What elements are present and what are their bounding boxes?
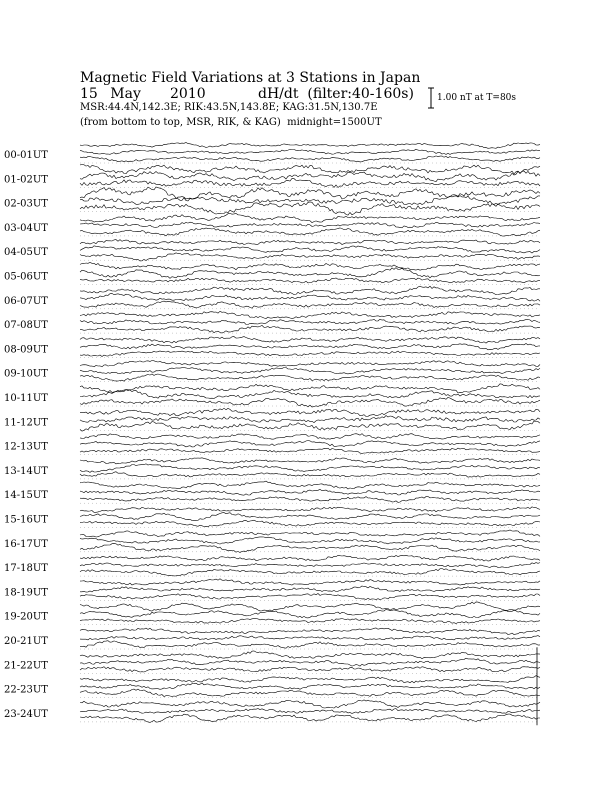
trace-RIK	[80, 636, 540, 640]
row-02-03UT	[4, 187, 540, 215]
row-23-24UT	[4, 700, 540, 723]
row-03-04UT	[4, 213, 540, 236]
trace-RIK	[80, 489, 540, 495]
trace-MSR	[80, 434, 540, 440]
trace-KAG	[80, 228, 540, 236]
trace-RIK	[80, 464, 540, 473]
row-label: 01-02UT	[4, 174, 48, 186]
trace-MSR	[80, 628, 540, 635]
trace-RIK	[80, 683, 540, 689]
row-00-01UT	[4, 143, 540, 164]
quantity-value: dH/dt	[258, 86, 299, 102]
row-04-05UT	[4, 240, 540, 261]
date-day: 15	[80, 86, 98, 102]
trace-MSR	[80, 481, 540, 489]
trace-KAG	[80, 421, 540, 431]
trace-RIK	[80, 196, 540, 205]
trace-RIK	[80, 222, 540, 228]
trace-KAG	[80, 351, 540, 357]
trace-KAG	[80, 448, 540, 453]
row-label: 22-23UT	[4, 684, 48, 696]
trace-RIK	[80, 709, 540, 714]
trace-MSR	[80, 384, 540, 393]
row-21-22UT	[4, 651, 540, 673]
row-10-11UT	[4, 384, 540, 407]
trace-KAG	[80, 497, 540, 503]
row-label: 07-08UT	[4, 320, 48, 332]
row-label: 21-22UT	[4, 660, 48, 672]
trace-MSR	[80, 263, 540, 271]
row-label: 12-13UT	[4, 441, 48, 453]
row-label: 02-03UT	[4, 198, 48, 210]
trace-RIK	[80, 513, 540, 521]
row-12-13UT	[4, 434, 540, 455]
row-17-18UT	[4, 555, 540, 576]
row-label: 08-09UT	[4, 344, 48, 356]
row-05-06UT	[4, 263, 540, 285]
row-01-02UT	[4, 165, 540, 188]
trace-MSR	[80, 458, 540, 464]
trace-RIK	[80, 319, 540, 324]
trace-MSR	[80, 555, 540, 561]
row-11-12UT	[4, 408, 540, 431]
trace-RIK	[80, 609, 540, 618]
row-08-09UT	[4, 337, 540, 358]
row-06-07UT	[4, 286, 540, 309]
trace-MSR	[80, 408, 540, 416]
trace-KAG	[80, 689, 540, 696]
trace-RIK	[80, 586, 540, 592]
row-label: 04-05UT	[4, 247, 48, 259]
row-label: 20-21UT	[4, 636, 48, 647]
trace-KAG	[80, 278, 540, 283]
row-label: 11-12UT	[4, 417, 48, 429]
row-label: 16-17UT	[4, 538, 48, 550]
trace-RIK	[80, 658, 540, 666]
trace-KAG	[80, 253, 540, 261]
station-coordinates: MSR:44.4N,142.3E; RIK:43.5N,143.8E; KAG:31.5N,130.7E	[80, 102, 378, 113]
row-15-16UT	[4, 507, 540, 528]
trace-KAG	[80, 178, 540, 187]
trace-KAG	[80, 544, 540, 553]
trace-KAG	[80, 667, 540, 672]
trace-MSR	[80, 676, 540, 683]
trace-KAG	[80, 641, 540, 649]
trace-RIK	[80, 293, 540, 301]
row-label: 17-18UT	[4, 563, 48, 575]
trace-MSR	[80, 579, 540, 585]
row-13-14UT	[4, 458, 540, 479]
row-label: 19-20UT	[4, 611, 48, 623]
row-14-15UT	[4, 481, 540, 503]
trace-KAG	[80, 569, 540, 576]
row-label: 09-10UT	[4, 368, 48, 380]
date-month: May	[110, 86, 141, 102]
trace-KAG	[80, 714, 540, 722]
row-label: 03-04UT	[4, 222, 48, 234]
trace-KAG	[80, 374, 540, 381]
trace-MSR	[80, 213, 540, 222]
trace-KAG	[80, 520, 540, 527]
trace-MSR	[80, 311, 540, 318]
row-label: 06-07UT	[4, 295, 48, 307]
trace-KAG	[80, 325, 540, 333]
trace-RIK	[80, 246, 540, 253]
trace-KAG	[80, 619, 540, 624]
row-19-20UT	[4, 602, 540, 625]
trace-MSR	[80, 507, 540, 512]
trace-MSR	[80, 143, 540, 149]
row-label: 10-11UT	[4, 393, 48, 404]
row-label: 13-14UT	[4, 465, 48, 477]
date-year: 2010	[170, 86, 206, 102]
trace-MSR	[80, 240, 540, 245]
row-label: 00-01UT	[4, 150, 48, 161]
trace-RIK	[80, 441, 540, 447]
trace-MSR	[80, 337, 540, 344]
trace-RIK	[80, 416, 540, 423]
trace-MSR	[80, 361, 540, 367]
row-18-19UT	[4, 579, 540, 601]
trace-RIK	[80, 149, 540, 154]
trace-MSR	[80, 651, 540, 659]
chart-title: Magnetic Field Variations at 3 Stations in Japan	[80, 70, 421, 86]
trace-RIK	[80, 344, 540, 350]
row-09-10UT	[4, 361, 540, 382]
trace-RIK	[80, 268, 540, 279]
trace-MSR	[80, 530, 540, 537]
trace-KAG	[80, 594, 540, 600]
trace-MSR	[80, 286, 540, 295]
row-16-17UT	[4, 530, 540, 553]
row-label: 18-19UT	[4, 587, 48, 599]
trace-RIK	[80, 171, 540, 182]
trace-MSR	[80, 700, 540, 708]
order-note: (from bottom to top, MSR, RIK, & KAG)	[80, 117, 281, 128]
row-07-08UT	[4, 311, 540, 333]
trace-KAG	[80, 472, 540, 478]
midnight-note: midnight=1500UT	[287, 117, 382, 128]
row-label: 05-06UT	[4, 271, 48, 283]
trace-KAG	[80, 156, 540, 162]
trace-KAG	[80, 202, 540, 215]
row-label: 23-24UT	[4, 708, 48, 720]
filter-value: (filter:40-160s)	[307, 86, 414, 102]
row-label: 15-16UT	[4, 514, 48, 526]
trace-RIK	[80, 537, 540, 544]
row-22-23UT	[4, 676, 540, 698]
row-20-21UT	[4, 628, 540, 649]
row-label: 14-15UT	[4, 490, 48, 502]
trace-RIK	[80, 368, 540, 374]
scale-bar-label: 1.00 nT at T=80s	[437, 93, 517, 103]
trace-KAG	[80, 397, 540, 407]
trace-MSR	[80, 602, 540, 611]
trace-KAG	[80, 301, 540, 308]
trace-RIK	[80, 390, 540, 399]
trace-RIK	[80, 563, 540, 568]
